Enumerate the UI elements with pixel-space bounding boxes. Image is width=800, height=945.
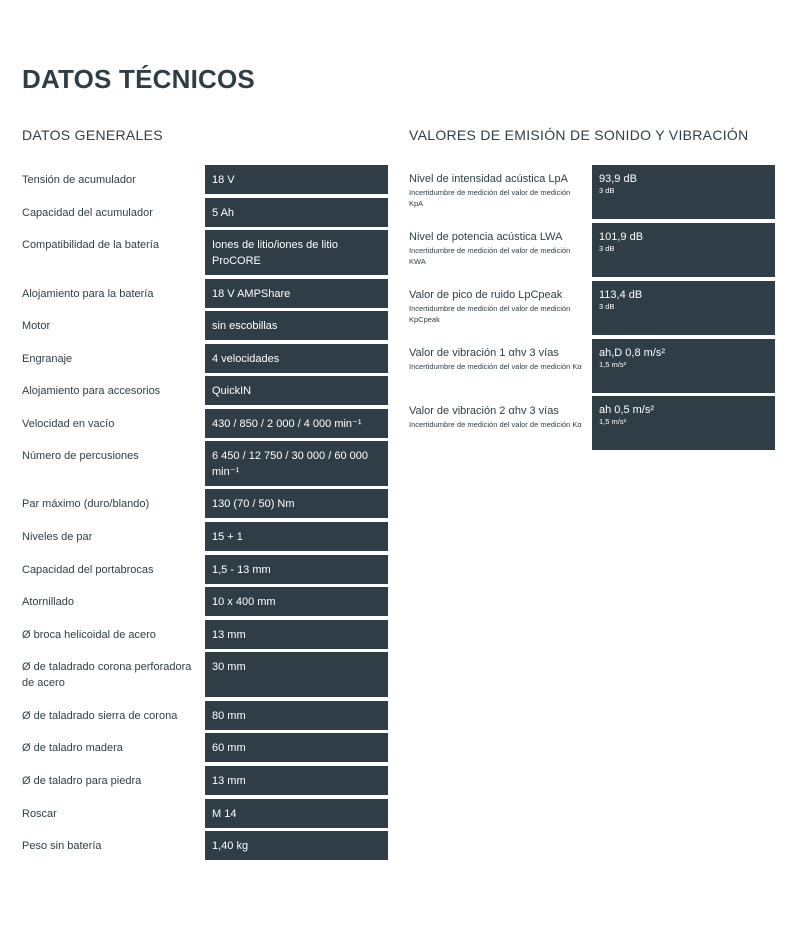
spec-label: Ø de taladrado sierra de corona	[22, 710, 178, 722]
emission-value-cell	[592, 223, 775, 277]
emission-uncertainty-label: Incertidumbre de medición del valor de medición KWA	[409, 246, 571, 266]
emission-value-cell	[592, 396, 775, 450]
emission-uncertainty: 3 dB	[599, 302, 615, 311]
spec-value: sin escobillas	[205, 311, 388, 340]
spec-label: Par máximo (duro/blando)	[22, 498, 150, 510]
emission-label	[409, 346, 584, 372]
emission-label	[409, 288, 584, 325]
emission-label	[409, 172, 584, 209]
spec-value: 18 V AMPShare	[205, 279, 388, 308]
spec-value: 6 450 / 12 750 / 30 000 / 60 000 min⁻¹	[205, 441, 388, 486]
emission-label	[409, 404, 584, 430]
emission-uncertainty-label: Incertidumbre de medición del valor de medición KpCpeak	[409, 304, 571, 324]
spec-value: 1,40 kg	[205, 831, 388, 860]
spec-label: Velocidad en vacío	[22, 418, 115, 430]
spec-value: 13 mm	[205, 620, 388, 649]
emission-value: ah,D 0,8 m/s²	[599, 347, 666, 359]
spec-label: Niveles de par	[22, 531, 93, 543]
emission-name: Nivel de intensidad acústica LpA	[409, 173, 568, 185]
emission-uncertainty: 3 dB	[599, 186, 615, 195]
spec-label: Roscar	[22, 808, 57, 820]
spec-label: Ø broca helicoidal de acero	[22, 629, 156, 641]
spec-label: Compatibilidad de la batería	[22, 239, 159, 251]
emission-uncertainty-label: Incertidumbre de medición del valor de medición Kα	[409, 362, 582, 371]
spec-label: Atornillado	[22, 596, 74, 608]
spec-value: 15 + 1	[205, 522, 388, 551]
emission-uncertainty-label: Incertidumbre de medición del valor de medición KpA	[409, 188, 571, 208]
emission-name: Valor de vibración 2 αhv 3 vías	[409, 405, 559, 417]
spec-label: Capacidad del portabrocas	[22, 564, 154, 576]
spec-label: Ø de taladro para piedra	[22, 775, 142, 787]
spec-label: Motor	[22, 320, 51, 332]
emission-uncertainty: 1,5 m/s²	[599, 360, 627, 369]
emission-label	[409, 230, 584, 267]
spec-value: 10 x 400 mm	[205, 587, 388, 616]
spec-value: 18 V	[205, 165, 388, 194]
spec-value: 4 velocidades	[205, 344, 388, 373]
general-section-title: DATOS GENERALES	[22, 127, 163, 143]
spec-label: Engranaje	[22, 353, 73, 365]
spec-value: 5 Ah	[205, 198, 388, 227]
spec-value: 80 mm	[205, 701, 388, 730]
spec-label: Alojamiento para la batería	[22, 288, 154, 300]
emission-value: 113,4 dB	[599, 289, 643, 301]
spec-value: 1,5 - 13 mm	[205, 555, 388, 584]
emission-value-cell	[592, 339, 775, 393]
spec-value: 130 (70 / 50) Nm	[205, 489, 388, 518]
emission-name: Nivel de potencia acústica LWA	[409, 231, 563, 243]
page-title: DATOS TÉCNICOS	[22, 64, 255, 94]
spec-value: 60 mm	[205, 733, 388, 762]
emission-name: Valor de vibración 1 αhv 3 vías	[409, 347, 559, 359]
emission-uncertainty: 1,5 m/s²	[599, 417, 627, 426]
spec-label: Ø de taladro madera	[22, 742, 123, 754]
spec-label: Tensión de acumulador	[22, 174, 136, 186]
emission-uncertainty: 3 dB	[599, 244, 615, 253]
emission-value: ah 0,5 m/s²	[599, 404, 655, 416]
spec-value: 430 / 850 / 2 000 / 4 000 min⁻¹	[205, 409, 388, 438]
spec-label: Alojamiento para accesorios	[22, 385, 161, 397]
emission-value-cell	[592, 165, 775, 219]
spec-label: Capacidad del acumulador	[22, 207, 153, 219]
spec-value: QuickIN	[205, 376, 388, 405]
spec-value: M 14	[205, 799, 388, 828]
emission-value: 101,9 dB	[599, 231, 644, 243]
emission-section-title: VALORES DE EMISIÓN DE SONIDO Y VIBRACIÓN	[409, 127, 749, 143]
spec-label: Número de percusiones	[22, 450, 139, 462]
emission-value: 93,9 dB	[599, 173, 637, 185]
emission-value-cell	[592, 281, 775, 335]
spec-value: 13 mm	[205, 766, 388, 795]
spec-value: Iones de litio/iones de litio ProCORE	[205, 230, 388, 275]
spec-label: Peso sin batería	[22, 840, 102, 852]
emission-name: Valor de pico de ruido LpCpeak	[409, 289, 563, 301]
spec-label: Ø de taladrado corona perforadora de acero	[22, 661, 192, 689]
spec-value: 30 mm	[205, 652, 388, 697]
emission-uncertainty-label: Incertidumbre de medición del valor de medición Kα	[409, 420, 582, 429]
